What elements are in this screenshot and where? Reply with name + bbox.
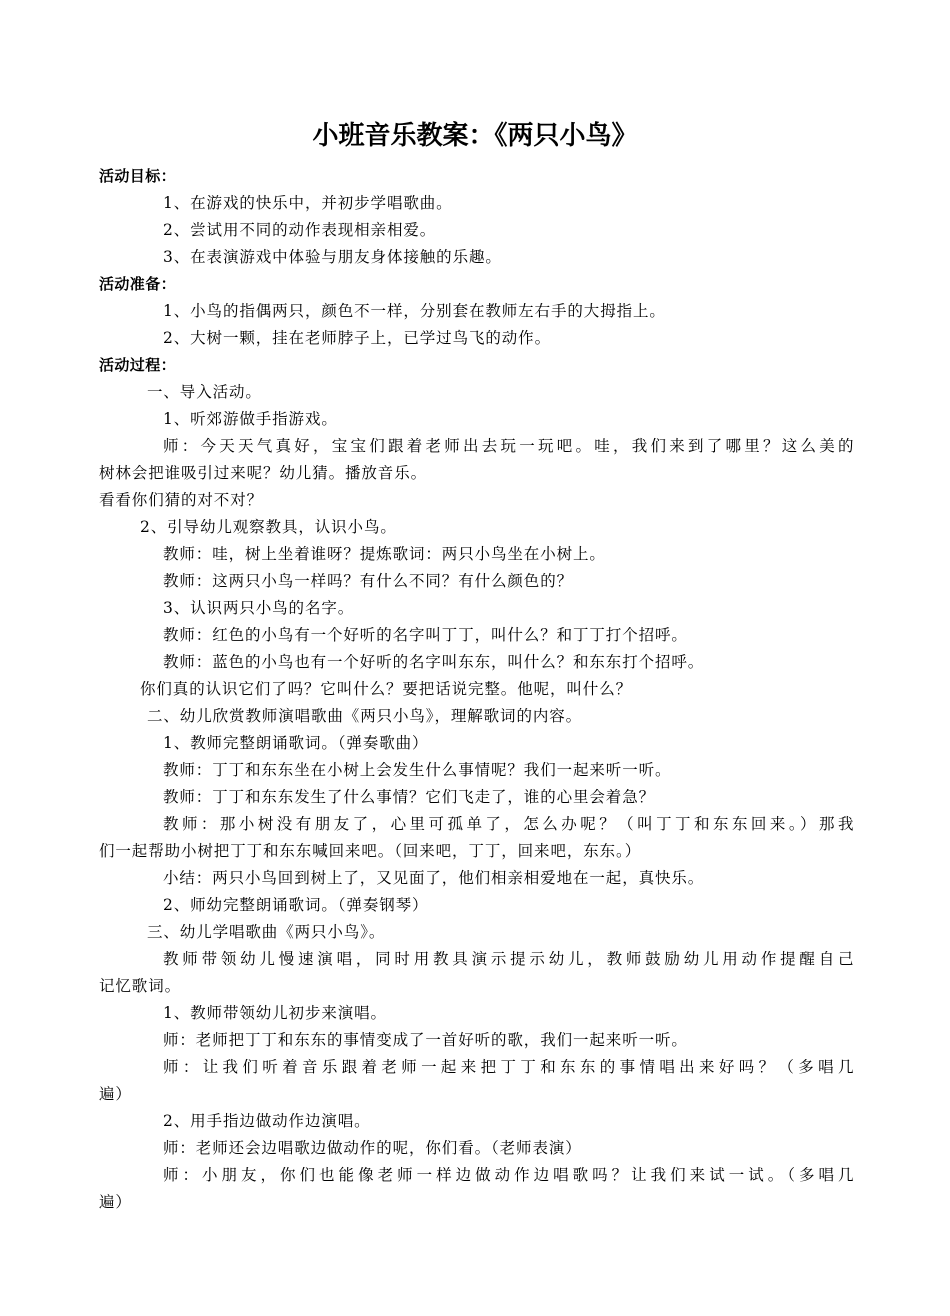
process-line: 教师：丁丁和东东坐在小树上会发生什么事情呢？我们一起来听一听。	[163, 761, 672, 779]
process-line: 2、引导幼儿观察教具，认识小鸟。	[140, 518, 397, 536]
process-line: 教师：这两只小鸟一样吗？有什么不同？有什么颜色的？	[163, 572, 574, 590]
section-heading-goals: 活动目标：	[99, 167, 177, 185]
process-line: 2、师幼完整朗诵歌词。（弹奏钢琴）	[163, 896, 429, 914]
process-line: 教师：蓝色的小鸟也有一个好听的名字叫东东，叫什么？和东东打个招呼。	[163, 653, 705, 671]
process-line: 2、用手指边做动作边演唱。	[163, 1112, 371, 1130]
process-line: 三、幼儿学唱歌曲《两只小鸟》。	[147, 923, 386, 941]
process-line: 小结：两只小鸟回到树上了，又见面了，他们相亲相爱地在一起，真快乐。	[163, 869, 705, 887]
process-line: 师：小朋友，你们也能像老师一样边做动作边唱歌吗？让我们来试一试。（多唱几	[163, 1166, 854, 1184]
process-line: 看看你们猜的对不对？	[99, 491, 264, 509]
section-heading-process: 活动过程：	[99, 356, 177, 374]
process-line: 1、教师完整朗诵歌词。（弹奏歌曲）	[163, 734, 429, 752]
process-line: 遍）	[99, 1193, 132, 1211]
section-heading-preparation: 活动准备：	[99, 275, 177, 293]
goal-item-1: 1、在游戏的快乐中，并初步学唱歌曲。	[163, 194, 453, 212]
process-line: 一、导入活动。	[147, 383, 262, 401]
process-line: 教师：那小树没有朋友了，心里可孤单了，怎么办呢？（叫丁丁和东东回来。）那我	[163, 815, 854, 833]
goal-item-3: 3、在表演游戏中体验与朋友身体接触的乐趣。	[163, 248, 502, 266]
process-line: 师：让我们听着音乐跟着老师一起来把丁丁和东东的事情唱出来好吗？（多唱几	[163, 1058, 854, 1076]
process-line: 1、教师带领幼儿初步来演唱。	[163, 1004, 387, 1022]
process-line: 记忆歌词。	[99, 977, 182, 995]
process-line: 师：老师把丁丁和东东的事情变成了一首好听的歌，我们一起来听一听。	[163, 1031, 688, 1049]
process-line: 1、听郊游做手指游戏。	[163, 410, 338, 428]
process-line: 二、幼儿欣赏教师演唱歌曲《两只小鸟》，理解歌词的内容。	[147, 707, 583, 725]
process-line: 师：今天天气真好，宝宝们跟着老师出去玩一玩吧。哇，我们来到了哪里？这么美的	[163, 437, 854, 455]
process-line: 3、认识两只小鸟的名字。	[163, 599, 355, 617]
process-line: 教师：哇，树上坐着谁呀？提炼歌词：两只小鸟坐在小树上。	[163, 545, 606, 563]
process-line: 教师：丁丁和东东发生了什么事情？它们飞走了，谁的心里会着急？	[163, 788, 656, 806]
process-line: 教师：红色的小鸟有一个好听的名字叫丁丁，叫什么？和丁丁打个招呼。	[163, 626, 688, 644]
document-title: 小班音乐教案：《两只小鸟》	[312, 121, 638, 151]
process-line: 们一起帮助小树把丁丁和东东喊回来吧。（回来吧，丁丁，回来吧，东东。）	[99, 842, 642, 860]
preparation-item-1: 1、小鸟的指偶两只，颜色不一样，分别套在教师左右手的大拇指上。	[163, 302, 666, 320]
process-line: 你们真的认识它们了吗？它叫什么？要把话说完整。他呢，叫什么？	[140, 680, 633, 698]
process-line: 树林会把谁吸引过来呢？幼儿猜。播放音乐。	[99, 464, 428, 482]
process-line: 遍）	[99, 1085, 132, 1103]
preparation-item-2: 2、大树一颗，挂在老师脖子上，已学过鸟飞的动作。	[163, 329, 551, 347]
goal-item-2: 2、尝试用不同的动作表现相亲相爱。	[163, 221, 437, 239]
process-line: 教师带领幼儿慢速演唱，同时用教具演示提示幼儿，教师鼓励幼儿用动作提醒自己	[163, 950, 854, 968]
process-line: 师：老师还会边唱歌边做动作的呢，你们看。（老师表演）	[163, 1139, 582, 1157]
